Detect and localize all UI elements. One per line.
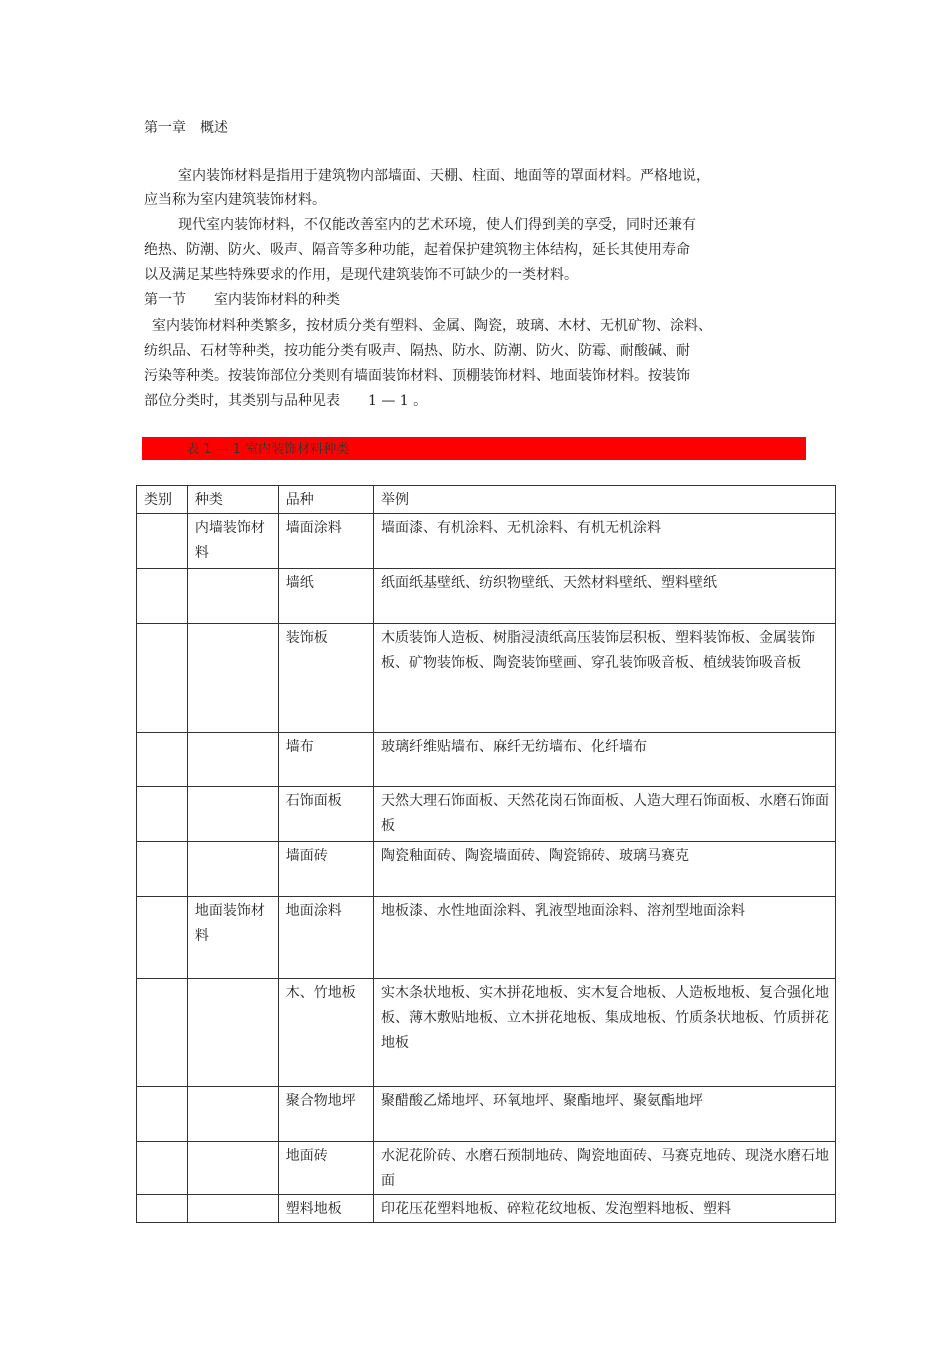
intro-line: 绝热、防潮、防火、吸声、隔音等多种功能，起着保护建筑物主体结构，延长其使用寿命 — [144, 242, 690, 258]
cell-category — [137, 842, 188, 897]
cell-type: 内墙装饰材料 — [187, 514, 278, 569]
cell-type — [187, 979, 278, 1087]
cell-type — [187, 1087, 278, 1142]
cell-category — [137, 897, 188, 979]
cell-examples: 木质装饰人造板、树脂浸渍纸高压装饰层积板、塑料装饰板、金属装饰板、矿物装饰板、陶瓷装饰壁画、穿孔装饰吸音板、植绒装饰吸音板 — [373, 624, 835, 733]
cell-category — [137, 787, 188, 842]
intro-line: 室内装饰材料是指用于建筑物内部墙面、天棚、柱面、地面等的罩面材料。严格地说， — [178, 168, 710, 184]
table-row — [137, 733, 836, 787]
section-line: 部位分类时，其类别与品种见表 1 — 1 。 — [144, 393, 428, 409]
table-row — [137, 624, 836, 733]
cell-examples: 墙面漆、有机涂料、无机涂料、有机无机涂料 — [373, 514, 835, 569]
cell-category — [137, 979, 188, 1087]
table-caption: 表 1 — 1 室内装饰材料种类 — [186, 442, 350, 457]
intro-line: 应当称为室内建筑装饰材料。 — [144, 192, 326, 208]
header-type: 种类 — [187, 486, 278, 514]
cell-examples: 印花压花塑料地板、碎粒花纹地板、发泡塑料地板、塑料 — [373, 1195, 835, 1223]
chapter-title: 第一章 概述 — [144, 120, 228, 136]
cell-examples: 玻璃纤维贴墙布、麻纤无纺墙布、化纤墙布 — [373, 733, 835, 787]
cell-type — [187, 569, 278, 624]
header-examples: 举例 — [373, 486, 835, 514]
cell-variety: 墙面涂料 — [278, 514, 373, 569]
cell-variety: 聚合物地坪 — [278, 1087, 373, 1142]
table-row — [137, 1087, 836, 1142]
cell-type — [187, 842, 278, 897]
table-row — [137, 842, 836, 897]
header-variety: 品种 — [278, 486, 373, 514]
intro-line: 现代室内装饰材料，不仅能改善室内的艺术环境，使人们得到美的享受，同时还兼有 — [178, 217, 696, 233]
section-title: 第一节 室内装饰材料的种类 — [144, 292, 340, 308]
table-row — [137, 1195, 836, 1223]
cell-examples: 纸面纸基壁纸、纺织物壁纸、天然材料壁纸、塑料壁纸 — [373, 569, 835, 624]
cell-examples: 聚醋酸乙烯地坪、环氧地坪、聚酯地坪、聚氨酯地坪 — [373, 1087, 835, 1142]
cell-type — [187, 1142, 278, 1195]
materials-table — [136, 485, 836, 1223]
intro-line: 以及满足某些特殊要求的作用，是现代建筑装饰不可缺少的一类材料。 — [144, 267, 578, 283]
cell-examples: 水泥花阶砖、水磨石预制地砖、陶瓷地面砖、马赛克地砖、现浇水磨石地面 — [373, 1142, 835, 1195]
cell-category — [137, 514, 188, 569]
table-header-row — [137, 486, 836, 514]
cell-variety: 装饰板 — [278, 624, 373, 733]
cell-examples: 天然大理石饰面板、天然花岗石饰面板、人造大理石饰面板、水磨石饰面板 — [373, 787, 835, 842]
cell-examples: 陶瓷釉面砖、陶瓷墙面砖、陶瓷锦砖、玻璃马赛克 — [373, 842, 835, 897]
cell-examples: 实木条状地板、实木拼花地板、实木复合地板、人造板地板、复合强化地板、薄木敷贴地板、立木拼花地板、集成地板、竹质条状地板、竹质拼花地板 — [373, 979, 835, 1087]
cell-variety: 墙纸 — [278, 569, 373, 624]
cell-category — [137, 569, 188, 624]
cell-type — [187, 624, 278, 733]
table-row — [137, 787, 836, 842]
table-row — [137, 569, 836, 624]
cell-category — [137, 1087, 188, 1142]
cell-type — [187, 787, 278, 842]
section-line: 污染等种类。按装饰部位分类则有墙面装饰材料、顶棚装饰材料、地面装饰材料。按装饰 — [144, 368, 690, 384]
cell-variety: 墙布 — [278, 733, 373, 787]
cell-variety: 地面砖 — [278, 1142, 373, 1195]
section-line: 纺织品、石材等种类，按功能分类有吸声、隔热、防水、防潮、防火、防霉、耐酸碱、耐 — [144, 343, 690, 359]
cell-category — [137, 1142, 188, 1195]
cell-type: 地面装饰材料 — [187, 897, 278, 979]
cell-variety: 石饰面板 — [278, 787, 373, 842]
cell-category — [137, 624, 188, 733]
cell-examples: 地板漆、水性地面涂料、乳液型地面涂料、溶剂型地面涂料 — [373, 897, 835, 979]
cell-type — [187, 733, 278, 787]
header-category: 类别 — [137, 486, 188, 514]
cell-variety: 墙面砖 — [278, 842, 373, 897]
table-row — [137, 897, 836, 979]
table-row — [137, 1142, 836, 1195]
cell-variety: 木、竹地板 — [278, 979, 373, 1087]
cell-variety: 塑料地板 — [278, 1195, 373, 1223]
table-row — [137, 514, 836, 569]
table-caption-banner — [142, 437, 806, 460]
cell-variety: 地面涂料 — [278, 897, 373, 979]
cell-category — [137, 1195, 188, 1223]
section-line: 室内装饰材料种类繁多，按材质分类有塑料、金属、陶瓷，玻璃、木材、无机矿物、涂料、 — [152, 318, 712, 334]
cell-type — [187, 1195, 278, 1223]
cell-category — [137, 733, 188, 787]
table-row — [137, 979, 836, 1087]
